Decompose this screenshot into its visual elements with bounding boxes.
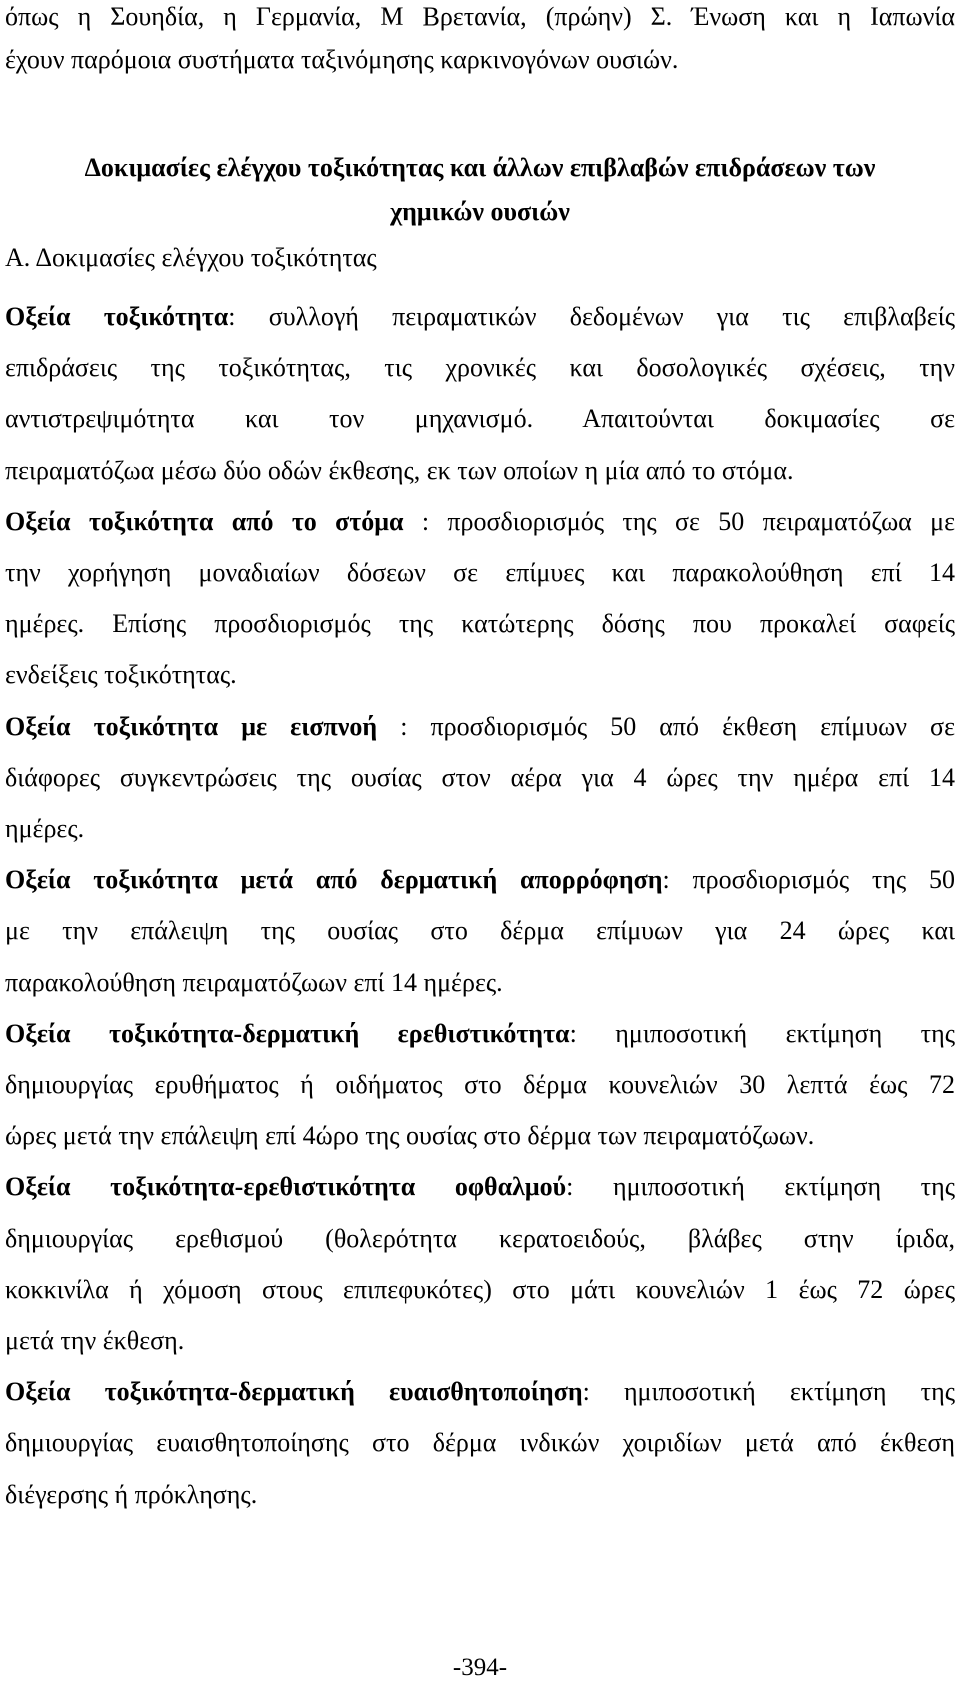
text-line bbox=[5, 1326, 955, 1356]
line-text: μετά την έκθεση. bbox=[5, 1326, 185, 1355]
page-number: -394- bbox=[452, 1654, 508, 1681]
line-text: διέγερσης ή πρόκλησης. bbox=[5, 1479, 258, 1509]
text-line bbox=[5, 968, 955, 998]
line-text: με την επάλειψη της ουσίας στο δέρμα επίμυων για 24 ώρες και bbox=[5, 916, 955, 946]
text-line bbox=[5, 814, 955, 844]
section-heading-line-2: χημικών ουσιών bbox=[390, 197, 570, 226]
line-text: : προσδιορισμός της σε 50 πειραματόζωα με bbox=[403, 506, 955, 536]
text-line bbox=[5, 507, 955, 537]
text-line bbox=[5, 45, 955, 75]
line-text: αντιστρεψιμότητα και τον μηχανισμό. Απαιτούνται δοκιμασίες σε bbox=[5, 404, 955, 434]
text-line bbox=[5, 456, 955, 486]
text-line bbox=[5, 763, 955, 793]
line-text: ενδείξεις τοξικότητας. bbox=[5, 660, 237, 690]
line-text: : προσδιορισμός 50 από έκθεση επίμυων σε bbox=[377, 711, 955, 741]
line-text: : ημιποσοτική εκτίμηση της bbox=[566, 1172, 955, 1202]
line-text: την χορήγηση μοναδιαίων δόσεων σε επίμυες και παρακολούθηση επί 14 bbox=[5, 558, 955, 587]
line-text: : ημιποσοτική εκτίμηση της bbox=[569, 1018, 955, 1048]
text-line bbox=[5, 1480, 955, 1510]
bold-term: Οξεία τοξικότητα-δερματική ευαισθητοποίηση bbox=[5, 1377, 583, 1407]
text-line bbox=[5, 712, 955, 742]
text-line bbox=[5, 1428, 955, 1458]
line-text: παρακολούθηση πειραματόζωων επί 14 ημέρες. bbox=[5, 967, 503, 997]
bold-term: Οξεία τοξικότητα μετά από δερματική απορρόφηση bbox=[5, 865, 663, 895]
bold-term: Οξεία τοξικότητα με εισπνοή bbox=[5, 711, 378, 741]
section-heading-line-1: Δοκιμασίες ελέγχου τοξικότητας και άλλων επιβλαβών επιδράσεων των bbox=[84, 153, 876, 182]
text-line bbox=[5, 2, 955, 32]
line-text: δημιουργίας ευαισθητοποίησης στο δέρμα ινδικών χοιριδίων μετά από έκθεση bbox=[5, 1428, 955, 1458]
text-line bbox=[5, 609, 955, 639]
text-line bbox=[5, 916, 955, 946]
text-line bbox=[5, 1019, 955, 1049]
text-line bbox=[5, 558, 955, 588]
bold-term: Οξεία τοξικότητα bbox=[5, 302, 229, 331]
line-text: επιδράσεις της τοξικότητας, τις χρονικές και δοσολογικές σχέσεις, την bbox=[5, 353, 955, 383]
line-text: έχουν παρόμοια συστήματα ταξινόμησης καρκινογόνων ουσιών. bbox=[5, 45, 679, 74]
text-line bbox=[5, 302, 955, 332]
line-text: δημιουργίας ερεθισμού (θολερότητα κερατοειδούς, βλάβες στην ίριδα, bbox=[5, 1223, 955, 1253]
text-line bbox=[5, 353, 955, 383]
text-line bbox=[5, 1172, 955, 1202]
line-text: πειραματόζωα μέσω δύο οδών έκθεσης, εκ των οποίων η μία από το στόμα. bbox=[5, 455, 794, 485]
line-text: : προσδιορισμός της 50 bbox=[662, 865, 955, 895]
bold-term: Οξεία τοξικότητα-ερεθιστικότητα οφθαλμού bbox=[5, 1172, 567, 1202]
text-line bbox=[5, 660, 955, 690]
line-text: : ημιποσοτική εκτίμηση της bbox=[582, 1377, 955, 1407]
bold-term: Οξεία τοξικότητα από το στόμα bbox=[5, 506, 404, 536]
text-line bbox=[5, 1224, 955, 1254]
text-line bbox=[5, 865, 955, 895]
text-line bbox=[5, 1121, 955, 1151]
line-text: : συλλογή πειραματικών δεδομένων για τις επιβλαβείς bbox=[228, 302, 956, 331]
line-text: διάφορες συγκεντρώσεις της ουσίας στον αέρα για 4 ώρες την ημέρα επί 14 bbox=[5, 762, 955, 792]
line-text: ημέρες. bbox=[5, 814, 85, 843]
line-text: ημέρες. Επίσης προσδιορισμός της κατώτερης δόσης που προκαλεί σαφείς bbox=[5, 609, 955, 639]
line-text: ώρες μετά την επάλειψη επί 4ώρο της ουσίας στο δέρμα των πειραματόζωων. bbox=[5, 1121, 815, 1151]
bold-term: Οξεία τοξικότητα-δερματική ερεθιστικότητα bbox=[5, 1018, 570, 1048]
text-line bbox=[5, 404, 955, 434]
line-text: δημιουργίας ερυθήματος ή οιδήματος στο δέρμα κουνελιών 30 λεπτά έως 72 bbox=[5, 1070, 955, 1099]
text-line bbox=[5, 1275, 955, 1305]
line-text: όπως η Σουηδία, η Γερμανία, Μ Βρετανία, (πρώην) Σ. Ένωση και η Ιαπωνία bbox=[5, 2, 955, 31]
text-line bbox=[5, 1377, 955, 1407]
line-text: κοκκινίλα ή χόμοση στους επιπεφυκότες) στο μάτι κουνελιών 1 έως 72 ώρες bbox=[5, 1274, 955, 1304]
subsection-heading: Α. Δοκιμασίες ελέγχου τοξικότητας bbox=[5, 243, 377, 272]
text-line bbox=[5, 1070, 955, 1100]
